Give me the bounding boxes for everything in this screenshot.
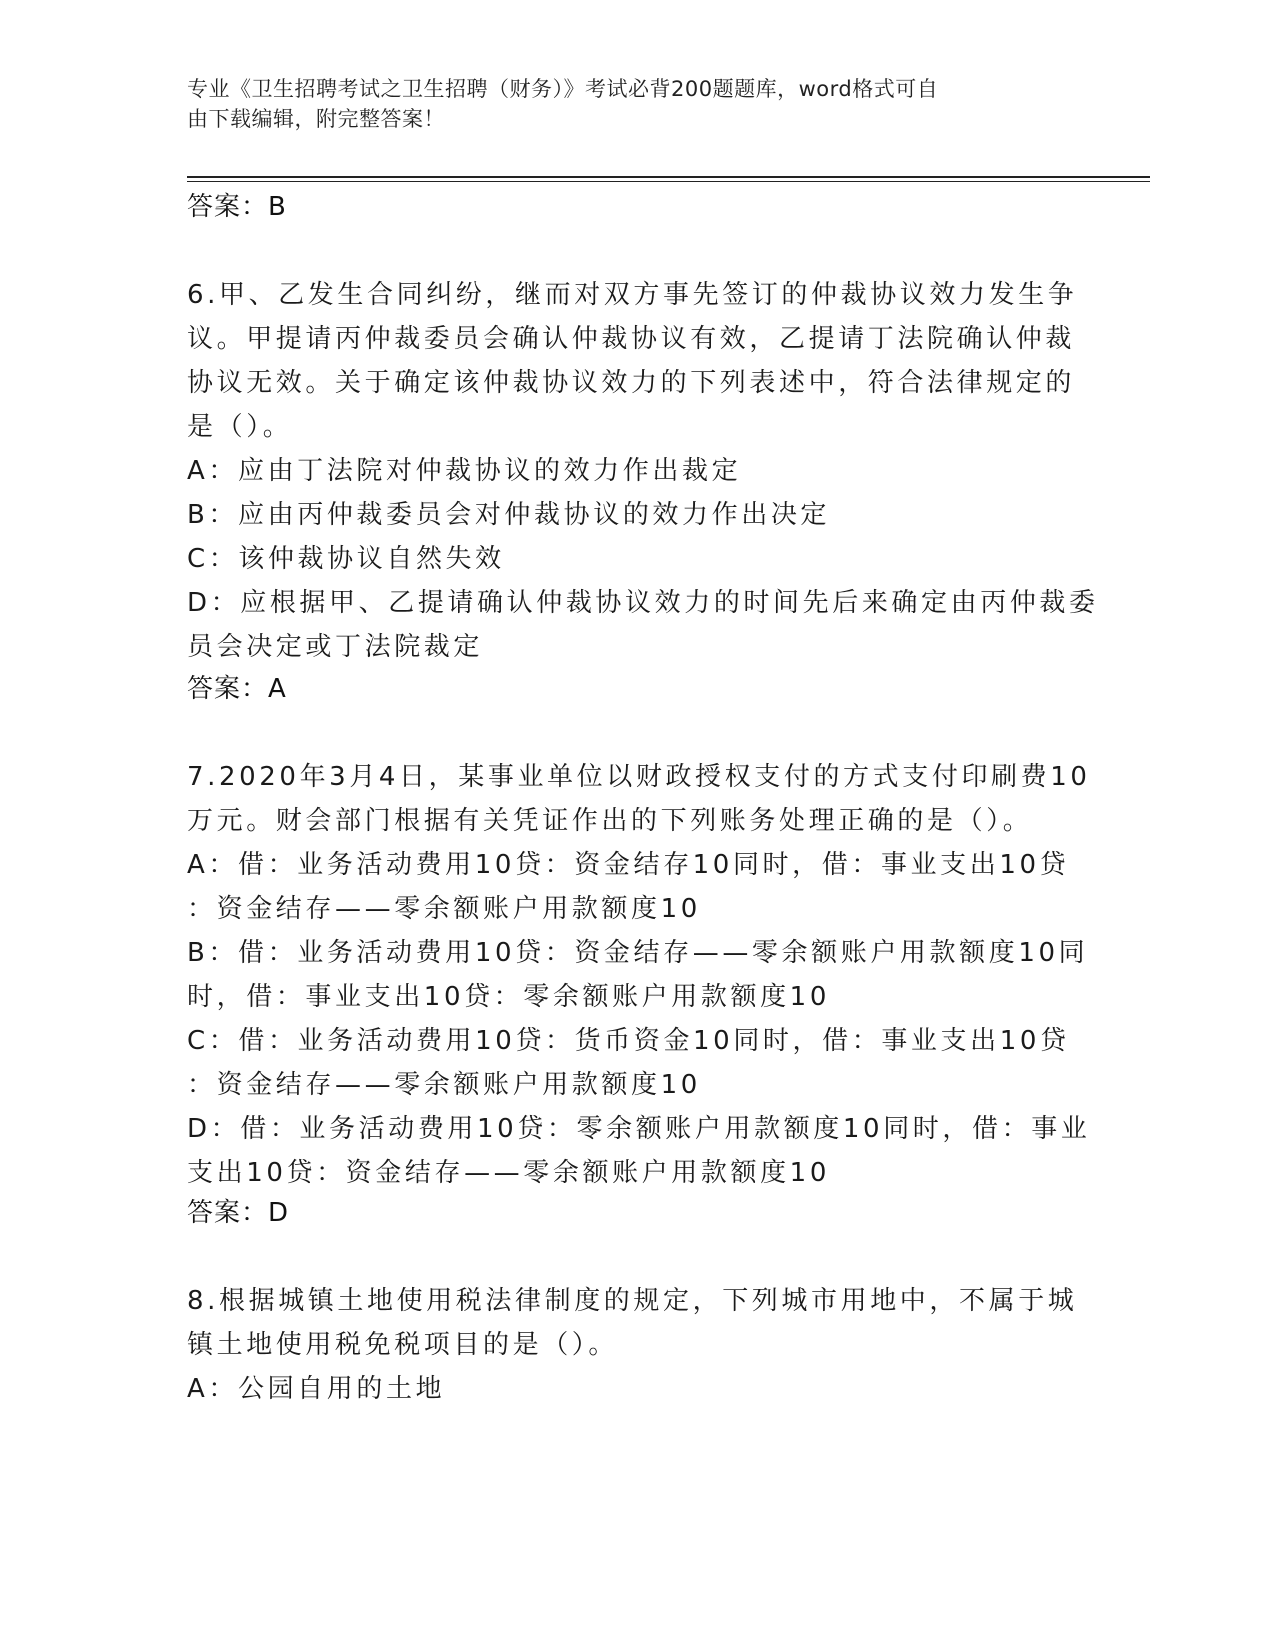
header-line-2: 由下载编辑，附完整答案！	[187, 107, 445, 131]
q6-option-b: B：应由丙仲裁委员会对仲裁协议的效力作出决定	[187, 500, 831, 530]
answer-q5: 答案：B	[187, 192, 287, 222]
header-divider-thin	[187, 181, 1150, 182]
q7-option-d-line-2: 支出10贷：资金结存——零余额账户用款额度10	[187, 1158, 830, 1188]
q6-option-d-line-2: 员会决定或丁法院裁定	[187, 632, 484, 662]
q7-option-a-line-1: A：借：业务活动费用10贷：资金结存10同时，借：事业支出10贷	[187, 850, 1070, 880]
header-line-1: 专业《卫生招聘考试之卫生招聘（财务）》考试必背200题题库，word格式可自	[187, 77, 939, 101]
q7-option-a-line-2: ：资金结存——零余额账户用款额度10	[187, 894, 701, 924]
q8-option-a: A：公园自用的土地	[187, 1374, 446, 1404]
document-header	[187, 74, 1067, 134]
answer-q7: 答案：D	[187, 1198, 290, 1228]
header-divider-thick	[187, 176, 1150, 178]
q6-stem-line-4: 是（）。	[187, 412, 293, 442]
q7-option-b-line-1: B：借：业务活动费用10贷：资金结存——零余额账户用款额度10同	[187, 938, 1089, 968]
q7-stem-line-1: 7.2020年3月4日，某事业单位以财政授权支付的方式支付印刷费10	[187, 762, 1091, 792]
q8-stem-line-1: 8.根据城镇土地使用税法律制度的规定，下列城市用地中，不属于城	[187, 1286, 1078, 1316]
q7-option-b-line-2: 时，借：事业支出10贷：零余额账户用款额度10	[187, 982, 830, 1012]
q7-option-c-line-2: ：资金结存——零余额账户用款额度10	[187, 1070, 701, 1100]
q6-option-a: A：应由丁法院对仲裁协议的效力作出裁定	[187, 456, 742, 486]
q6-option-d-line-1: D：应根据甲、乙提请确认仲裁协议效力的时间先后来确定由丙仲裁委	[187, 588, 1099, 618]
q7-option-c-line-1: C：借：业务活动费用10贷：货币资金10同时，借：事业支出10贷	[187, 1026, 1070, 1056]
q6-stem-line-3: 协议无效。关于确定该仲裁协议效力的下列表述中，符合法律规定的	[187, 368, 1076, 398]
q6-stem-line-1: 6.甲、乙发生合同纠纷，继而对双方事先签订的仲裁协议效力发生争	[187, 280, 1078, 310]
q8-stem-line-2: 镇土地使用税免税项目的是（）。	[187, 1330, 619, 1360]
q6-stem-line-2: 议。甲提请丙仲裁委员会确认仲裁协议有效，乙提请丁法院确认仲裁	[187, 324, 1076, 354]
q7-stem-line-2: 万元。财会部门根据有关凭证作出的下列账务处理正确的是（）。	[187, 806, 1033, 836]
answer-q6: 答案：A	[187, 674, 287, 704]
q6-option-c: C：该仲裁协议自然失效	[187, 544, 505, 574]
q7-option-d-line-1: D：借：业务活动费用10贷：零余额账户用款额度10同时，借：事业	[187, 1114, 1091, 1144]
